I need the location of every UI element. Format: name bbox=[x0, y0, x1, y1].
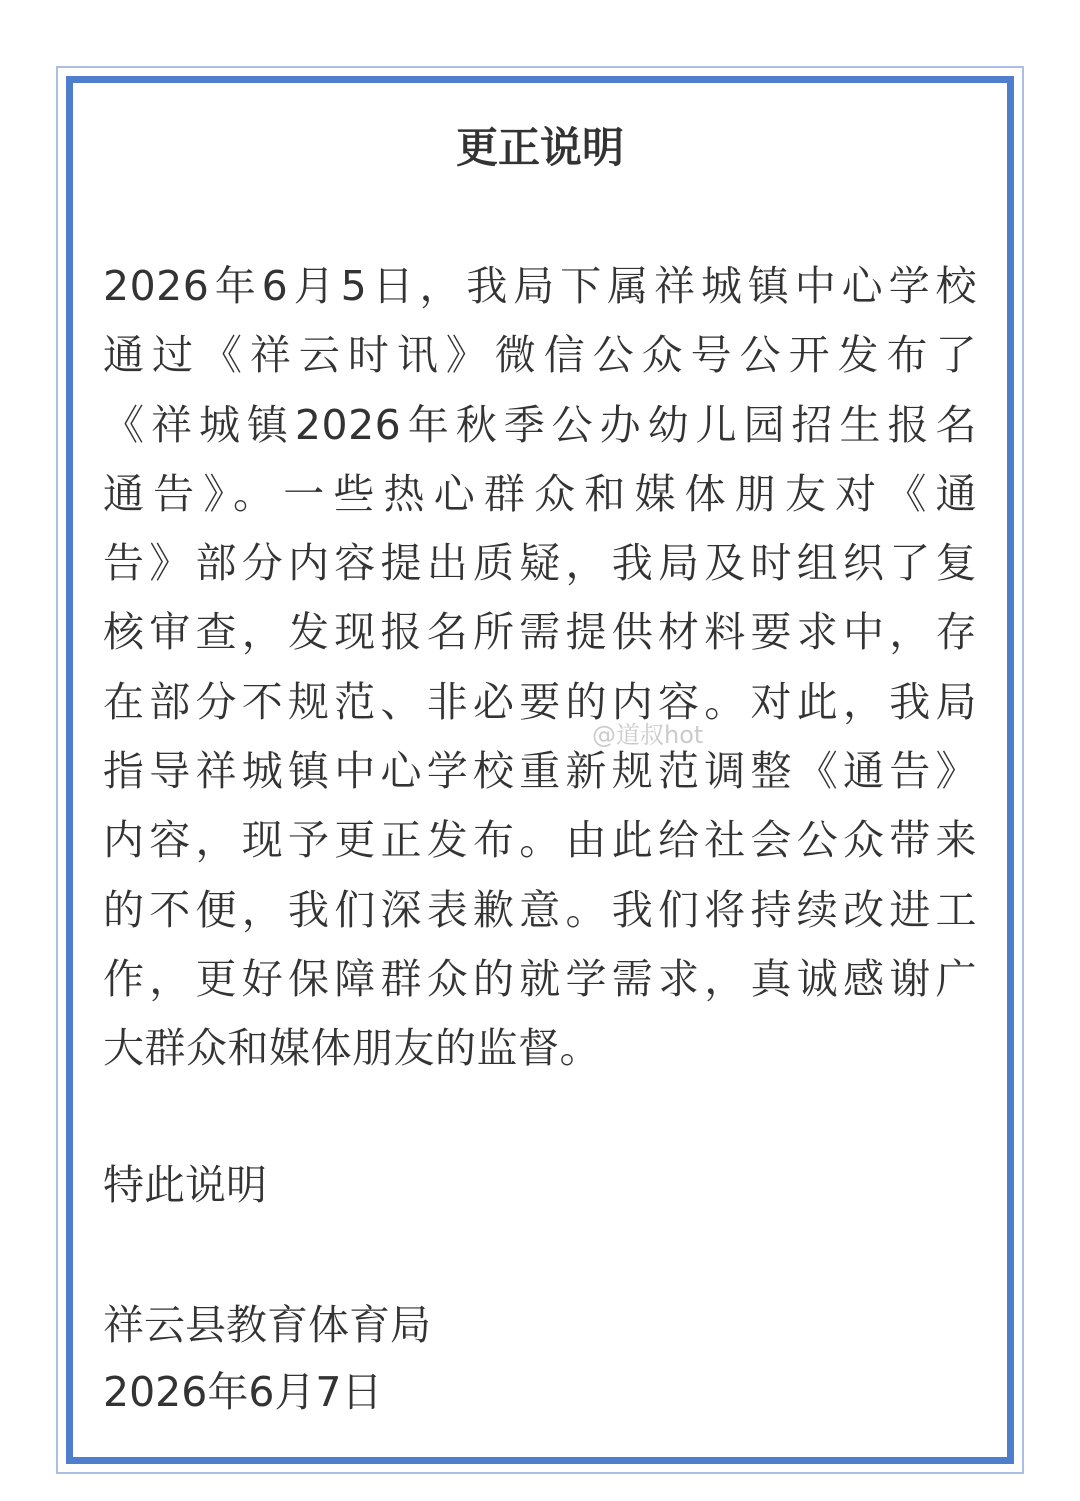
body-line: 指导祥城镇中心学校重新规范调整《通告》 bbox=[103, 747, 977, 796]
body-line: 作，更好保障群众的就学需求，真诚感谢广 bbox=[103, 954, 977, 1003]
closing-remark: 特此说明 bbox=[103, 1161, 267, 1209]
body-line: 2026年6月5日，我局下属祥城镇中心学校 bbox=[103, 262, 977, 310]
issuer-name: 祥云县教育体育局 bbox=[103, 1301, 431, 1349]
body-line: 《祥城镇2026年秋季公办幼儿园招生报名 bbox=[103, 400, 977, 449]
body-line: 通告》。一些热心群众和媒体朋友对《通 bbox=[103, 469, 977, 518]
body-line: 的不便，我们深表歉意。我们将持续改进工 bbox=[103, 885, 977, 934]
body-line: 在部分不规范、非必要的内容。对此，我局 bbox=[103, 677, 977, 726]
body-line: 核审查，发现报名所需提供材料要求中，存 bbox=[103, 608, 977, 657]
watermark: @道叔hot bbox=[592, 721, 704, 749]
issue-date: 2026年6月7日 bbox=[103, 1368, 383, 1416]
body-line: 告》部分内容提出质疑，我局及时组织了复 bbox=[103, 539, 977, 588]
document-body bbox=[103, 252, 977, 1084]
body-line: 大群众和媒体朋友的监督。 bbox=[103, 1024, 601, 1073]
body-line: 通过《祥云时讯》微信公众号公开发布了 bbox=[103, 331, 977, 380]
body-line: 内容，现予更正发布。由此给社会公众带来 bbox=[103, 816, 977, 865]
document-title: 更正说明 bbox=[455, 123, 624, 172]
